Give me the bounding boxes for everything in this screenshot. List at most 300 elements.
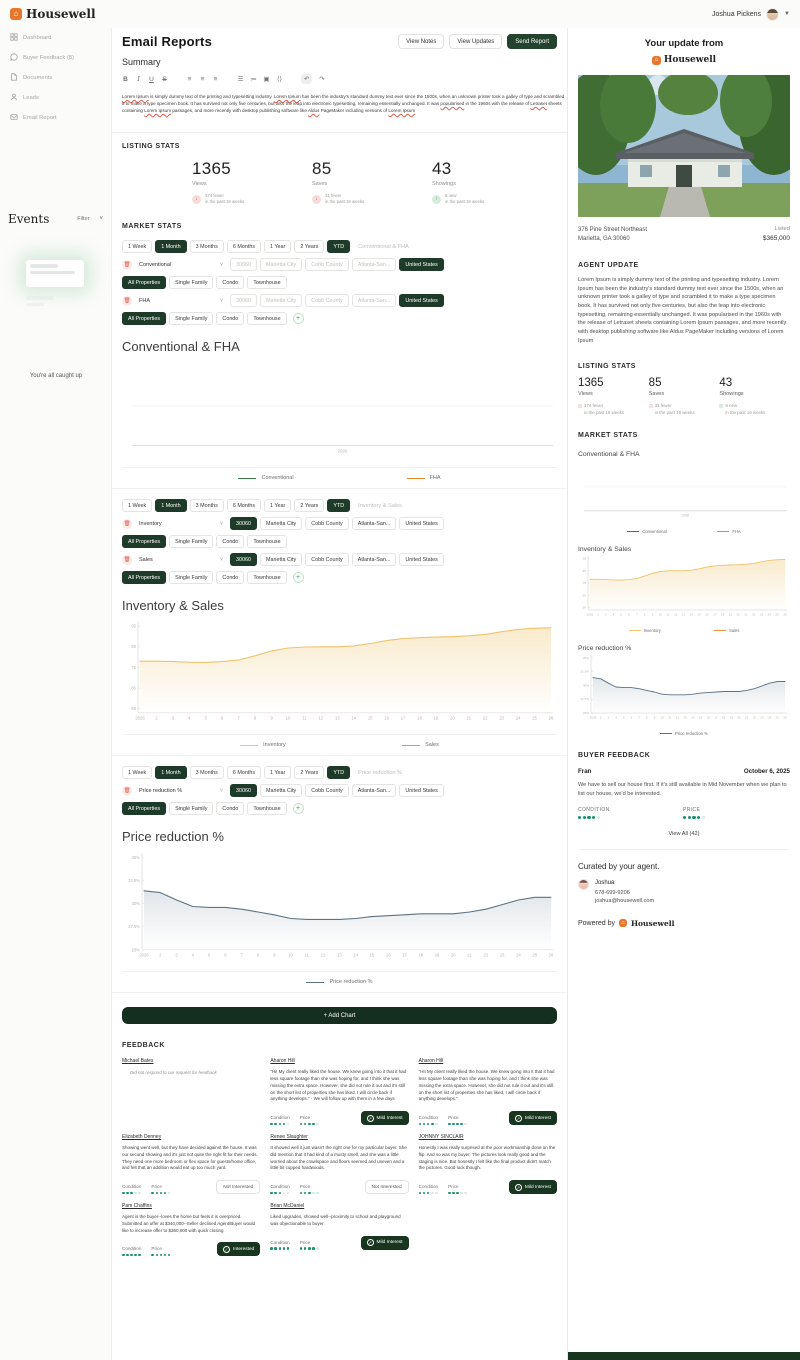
location-chip-atlanta-san-[interactable]: Atlanta-San... xyxy=(352,553,397,566)
add-chart-button[interactable]: + Add Chart xyxy=(122,1007,557,1024)
rating-dot xyxy=(435,1123,438,1126)
status-label: Mild Interest xyxy=(524,1184,551,1190)
chevron-down-icon: ˅ xyxy=(220,520,223,527)
time-tabs xyxy=(122,766,557,779)
location-chip-united-states[interactable]: United States xyxy=(399,553,443,566)
sidebar-item-documents[interactable] xyxy=(0,68,111,88)
location-chip-atlanta-san-[interactable]: Atlanta-San... xyxy=(352,784,397,797)
time-tab-6-months[interactable]: 6 Months xyxy=(227,499,261,512)
svg-text:18: 18 xyxy=(721,715,726,720)
time-tab-3-months[interactable]: 3 Months xyxy=(190,766,224,779)
interest-status-badge[interactable] xyxy=(216,1180,260,1194)
svg-text:26: 26 xyxy=(548,952,554,958)
grid-icon xyxy=(10,33,18,43)
property-chip-all-properties[interactable]: All Properties xyxy=(122,276,166,289)
sidebar-item-label: Buyer Feedback (8) xyxy=(23,55,74,61)
time-tab-1-year[interactable]: 1 Year xyxy=(264,240,291,253)
chart-plot xyxy=(122,360,557,461)
property-chip-single-family[interactable]: Single Family xyxy=(169,312,213,325)
location-chip-marietta-city[interactable]: Marietta City xyxy=(260,553,302,566)
svg-text:26: 26 xyxy=(548,715,554,721)
time-tab-ytd[interactable]: YTD xyxy=(327,766,350,779)
location-chip-cobb-county[interactable]: Cobb County xyxy=(305,784,348,797)
listing-stats-heading: LISTING STATS xyxy=(122,143,180,151)
time-tabs xyxy=(122,499,557,512)
property-chip-townhouse[interactable]: Townhouse xyxy=(247,276,286,289)
interest-status-badge[interactable] xyxy=(361,1236,409,1250)
feedback-author: Michael Bates xyxy=(122,1058,154,1065)
svg-text:22: 22 xyxy=(482,715,488,721)
editor-text-segment: PageMaker including versions of xyxy=(319,108,389,114)
skeleton-line xyxy=(30,271,75,275)
legend-swatch xyxy=(306,982,324,983)
view-all-link[interactable]: View All (42) xyxy=(668,831,700,838)
property-chip-single-family[interactable]: Single Family xyxy=(169,535,213,548)
status-label: Interested xyxy=(232,1246,255,1252)
time-tab-3-months[interactable]: 3 Months xyxy=(190,240,224,253)
price-rating xyxy=(683,807,788,819)
sidebar-nav xyxy=(0,28,111,128)
time-tab-6-months[interactable]: 6 Months xyxy=(227,240,261,253)
condition-dots xyxy=(419,1192,438,1195)
time-tab-2-years[interactable]: 2 Years xyxy=(294,766,324,779)
chevron-down-icon[interactable]: ▼ xyxy=(784,11,790,17)
feedback-card xyxy=(270,1134,408,1194)
property-filter-row xyxy=(122,571,557,584)
align-center-icon[interactable]: ≡ xyxy=(200,75,205,83)
interest-status-badge[interactable] xyxy=(217,1242,260,1256)
property-chip-townhouse[interactable]: Townhouse xyxy=(247,571,286,584)
property-chip-townhouse[interactable]: Townhouse xyxy=(247,312,286,325)
user-avatar[interactable] xyxy=(766,8,779,21)
brand-name: Housewell xyxy=(26,7,96,21)
svg-text:32.5%: 32.5% xyxy=(128,878,140,884)
market-stats-heading: MARKET STATS xyxy=(122,223,182,231)
property-chip-all-properties[interactable]: All Properties xyxy=(122,802,166,815)
rating-dot xyxy=(308,1192,311,1195)
condition-label: Condition xyxy=(270,1184,290,1190)
chart-conventional_fha xyxy=(578,458,791,520)
rating-dot xyxy=(168,1254,171,1257)
time-tab-6-months[interactable]: 6 Months xyxy=(227,766,261,779)
rating-dot xyxy=(316,1123,319,1126)
editor-textarea[interactable] xyxy=(122,93,565,114)
rating-dot xyxy=(697,816,700,819)
legend-label: FHA xyxy=(732,529,741,535)
interest-status-badge[interactable] xyxy=(365,1180,409,1194)
email-brand-name: Housewell xyxy=(663,55,717,65)
condition-dots xyxy=(270,1192,289,1195)
condition-rating xyxy=(122,1184,141,1194)
rating-dot xyxy=(688,816,691,819)
legend-swatch xyxy=(629,630,641,631)
email-stat-saves xyxy=(649,377,720,416)
location-chip-united-states[interactable]: United States xyxy=(399,784,443,797)
svg-text:5: 5 xyxy=(620,612,623,617)
svg-text:3: 3 xyxy=(175,952,178,958)
price-rating xyxy=(448,1184,467,1194)
svg-text:12: 12 xyxy=(318,715,324,721)
code-icon[interactable]: ⟨⟩ xyxy=(276,76,283,83)
svg-text:10: 10 xyxy=(288,952,293,958)
chart-price_reduction xyxy=(122,850,557,960)
sidebar-item-dashboard[interactable] xyxy=(0,28,111,48)
events-filter-dropdown[interactable] xyxy=(77,216,103,222)
email-listing-stats xyxy=(578,377,790,416)
svg-text:55: 55 xyxy=(131,706,136,712)
location-chip-cobb-county[interactable]: Cobb County xyxy=(305,553,348,566)
property-chip-single-family[interactable]: Single Family xyxy=(169,802,213,815)
svg-text:12: 12 xyxy=(320,952,326,958)
arrow-down-icon: ↓ xyxy=(192,195,201,204)
powered-brand-name: Housewell xyxy=(630,918,675,928)
svg-text:13: 13 xyxy=(334,715,340,721)
feedback-text: "Hi! My client really liked the house. We knew going into it that it had less square footage than she was hoping for, and I think she was missing the extra space. However, she did not rule it out and it's still on the short list of properties she has liked, I will circle back if anything develops." xyxy=(418,1069,555,1102)
svg-text:3: 3 xyxy=(604,612,607,617)
mini-chart-title: Conventional & FHA xyxy=(578,451,640,459)
agent-contact xyxy=(578,879,790,906)
metric-filter-row xyxy=(122,294,557,307)
italic-icon[interactable]: I xyxy=(137,75,140,83)
svg-text:4: 4 xyxy=(615,715,617,720)
svg-text:32.5%: 32.5% xyxy=(580,669,589,674)
location-chip-united-states[interactable]: United States xyxy=(399,294,443,307)
legend-label: FHA xyxy=(429,475,441,482)
rating-dot xyxy=(138,1254,141,1257)
location-chip-marietta-city[interactable]: Marietta City xyxy=(260,258,302,271)
rating-dot xyxy=(316,1192,319,1195)
rating-dot xyxy=(151,1192,154,1195)
underline-icon[interactable]: U xyxy=(149,75,154,83)
trash-icon[interactable]: 🗑 xyxy=(123,261,131,268)
rating-dot xyxy=(423,1123,426,1126)
rating-dot xyxy=(130,1254,133,1257)
redo-icon[interactable]: ↷ xyxy=(319,76,325,83)
sidebar-item-leads[interactable] xyxy=(0,88,111,108)
sidebar-item-label: Leads xyxy=(23,95,39,101)
property-chip-all-properties[interactable]: All Properties xyxy=(122,571,166,584)
feedback-card xyxy=(419,1058,557,1125)
metric-filter-row xyxy=(122,517,557,530)
email-market-stats-heading: MARKET STATS xyxy=(578,432,638,440)
arrow-icon: ↗ xyxy=(368,1115,372,1121)
condition-label: Condition xyxy=(418,1115,439,1121)
main-panel xyxy=(112,28,567,1360)
time-tab-ytd[interactable]: YTD xyxy=(327,240,350,253)
price-dots xyxy=(448,1192,467,1195)
mail-icon xyxy=(10,113,18,123)
legend-label: Conventional xyxy=(261,475,294,482)
chart-title: Inventory & Sales xyxy=(122,598,224,614)
price-label: Price xyxy=(299,1115,311,1121)
svg-text:17: 17 xyxy=(402,952,407,958)
stat-label: Showings xyxy=(432,181,456,188)
stat-value: 1365 xyxy=(578,377,604,390)
svg-text:21: 21 xyxy=(467,952,472,958)
location-chip-marietta-city[interactable]: Marietta City xyxy=(260,784,302,797)
svg-text:16: 16 xyxy=(385,952,391,958)
rating-dot xyxy=(279,1247,282,1250)
property-chip-condo[interactable]: Condo xyxy=(216,571,244,584)
interest-status-badge[interactable] xyxy=(509,1180,557,1194)
strikethrough-icon[interactable]: S xyxy=(162,75,167,83)
location-chip-atlanta-san-[interactable]: Atlanta-San... xyxy=(352,517,397,530)
svg-text:6: 6 xyxy=(628,612,630,617)
rating-dot xyxy=(156,1192,159,1195)
time-tab-ytd[interactable]: YTD xyxy=(327,499,350,512)
view-notes-button[interactable]: View Notes xyxy=(398,34,444,49)
svg-text:15: 15 xyxy=(369,952,375,958)
listed-label: Listed xyxy=(774,226,790,232)
legend-swatch xyxy=(238,478,256,479)
svg-text:25%: 25% xyxy=(131,947,140,953)
svg-text:25: 25 xyxy=(532,715,537,721)
location-chip-30060[interactable]: 30060 xyxy=(230,517,257,530)
property-chip-condo[interactable]: Condo xyxy=(216,535,244,548)
svg-text:2: 2 xyxy=(596,612,599,617)
arrow-icon: ↗ xyxy=(368,1240,372,1246)
time-tab-2-years[interactable]: 2 Years xyxy=(294,240,324,253)
add-metric-button[interactable]: + xyxy=(293,572,304,583)
stat-change-text: 374 fewer in the past 19 weeks xyxy=(205,193,245,205)
price-label: Price xyxy=(299,1184,311,1190)
stat-change xyxy=(312,193,432,205)
svg-text:65: 65 xyxy=(582,593,586,598)
trash-icon[interactable]: 🗑 xyxy=(123,520,131,527)
legend-label: Price reduction % xyxy=(675,731,708,737)
events-filter-label: Filter xyxy=(77,216,90,222)
align-right-icon[interactable]: ≡ xyxy=(213,75,218,83)
location-chip-atlanta-san-[interactable]: Atlanta-San... xyxy=(352,258,397,271)
svg-text:7: 7 xyxy=(240,952,243,958)
location-chip-cobb-county[interactable]: Cobb County xyxy=(305,517,348,530)
person-icon xyxy=(10,93,18,103)
trash-icon[interactable]: 🗑 xyxy=(123,297,131,304)
time-tab-1-month[interactable]: 1 Month xyxy=(155,499,186,512)
svg-text:20: 20 xyxy=(450,952,456,958)
rating-dot xyxy=(304,1247,307,1250)
stat-saves xyxy=(312,159,432,205)
metric-select[interactable] xyxy=(135,785,227,796)
feedback-author: Renee Slaughter xyxy=(270,1134,308,1141)
editor-text-segment: passages, and more recently with desktop publishing software like xyxy=(171,108,308,114)
svg-text:7: 7 xyxy=(638,715,640,720)
property-chip-condo[interactable]: Condo xyxy=(216,802,244,815)
svg-text:23: 23 xyxy=(760,715,764,720)
svg-text:35%: 35% xyxy=(582,656,589,661)
interest-status-badge[interactable] xyxy=(509,1111,557,1125)
chart-group-label: Conventional & FHA xyxy=(358,243,409,250)
time-tab-1-month[interactable]: 1 Month xyxy=(155,766,186,779)
price-dots xyxy=(683,816,788,819)
location-chip-marietta-city[interactable]: Marietta City xyxy=(260,294,302,307)
rating-dot xyxy=(683,816,686,819)
chevron-down-icon: ˅ xyxy=(220,297,223,304)
mini-chart-plot xyxy=(578,458,790,525)
location-chip-30060[interactable]: 30060 xyxy=(230,784,257,797)
rating-dot xyxy=(312,1123,315,1126)
svg-text:11: 11 xyxy=(304,952,309,958)
legend-label: Price reduction % xyxy=(329,979,373,986)
add-metric-button[interactable]: + xyxy=(293,803,304,814)
time-tab-1-week[interactable]: 1 Week xyxy=(122,240,152,253)
rating-dot xyxy=(270,1123,273,1126)
svg-text:17: 17 xyxy=(713,612,717,617)
mini-chart-title: Price reduction % xyxy=(578,645,632,653)
legend-item xyxy=(714,628,739,633)
time-tab-1-month[interactable]: 1 Month xyxy=(155,240,186,253)
chart-plot xyxy=(122,619,557,728)
list-numbered-icon[interactable]: ≔ xyxy=(250,76,257,83)
location-chip-marietta-city[interactable]: Marietta City xyxy=(260,517,302,530)
svg-text:95: 95 xyxy=(131,623,136,629)
location-chip-30060[interactable]: 30060 xyxy=(230,258,257,271)
metric-select[interactable] xyxy=(135,295,227,306)
condition-rating xyxy=(122,1246,141,1256)
svg-text:55: 55 xyxy=(582,605,586,610)
location-chip-cobb-county[interactable]: Cobb County xyxy=(305,258,348,271)
svg-text:22: 22 xyxy=(752,715,756,720)
location-chip-30060[interactable]: 30060 xyxy=(230,294,257,307)
property-filter-row xyxy=(122,802,557,815)
events-title: Events xyxy=(8,212,50,226)
location-chip-united-states[interactable]: United States xyxy=(399,258,443,271)
send-report-button[interactable]: Send Report xyxy=(507,34,557,49)
price-label: Price xyxy=(151,1246,162,1252)
interest-status-badge[interactable] xyxy=(361,1111,409,1125)
feedback-no-response-note: Did not respond to our request for feedback xyxy=(130,1070,217,1076)
time-tab-1-year[interactable]: 1 Year xyxy=(264,766,291,779)
condition-rating xyxy=(270,1115,289,1125)
chart-legend xyxy=(122,734,557,755)
feedback-card-footer xyxy=(270,1236,408,1250)
metric-select[interactable] xyxy=(135,259,227,270)
location-chip-atlanta-san-[interactable]: Atlanta-San... xyxy=(352,294,397,307)
property-chip-townhouse[interactable]: Townhouse xyxy=(247,802,286,815)
sidebar-item-label: Email Report xyxy=(23,115,57,121)
feedback-card xyxy=(122,1134,260,1194)
editor-toolbar xyxy=(122,74,557,84)
undo-icon[interactable]: ↶ xyxy=(301,74,312,84)
buyer-feedback-heading: BUYER FEEDBACK xyxy=(578,752,651,760)
svg-text:6: 6 xyxy=(221,715,224,721)
time-tab-1-week[interactable]: 1 Week xyxy=(122,499,152,512)
price-dots xyxy=(151,1192,170,1195)
buyer-feedback-text: We have to sell our house first. If it's still available in Mid November when we plan to list our house, we'd be interested. xyxy=(578,782,787,797)
chat-icon xyxy=(10,53,18,63)
rating-dot xyxy=(419,1123,422,1126)
house-photo-illustration xyxy=(578,75,790,217)
property-chip-all-properties[interactable]: All Properties xyxy=(122,535,166,548)
user-menu[interactable] xyxy=(712,8,790,21)
sidebar-item-buyer-feedback[interactable] xyxy=(0,48,111,68)
price-dots xyxy=(151,1254,170,1257)
legend-label: Sales xyxy=(425,742,439,749)
spellcheck-word: Lorem Ipsum xyxy=(122,94,149,99)
feedback-card-footer xyxy=(270,1180,408,1194)
list-bulleted-icon[interactable]: ☰ xyxy=(237,76,244,83)
down-indicator-icon xyxy=(578,404,582,408)
svg-text:24: 24 xyxy=(767,715,772,720)
events-empty-text: You're all caught up xyxy=(29,373,83,379)
agent-email[interactable]: joshua@housewell.com xyxy=(595,898,655,905)
location-chip-30060[interactable]: 30060 xyxy=(230,553,257,566)
property-chip-all-properties[interactable]: All Properties xyxy=(122,312,166,325)
metric-select[interactable] xyxy=(135,554,227,565)
property-chip-condo[interactable]: Condo xyxy=(216,312,244,325)
svg-text:7: 7 xyxy=(635,612,638,617)
status-label: Not Interested xyxy=(223,1184,254,1190)
property-chip-single-family[interactable]: Single Family xyxy=(169,276,213,289)
svg-text:95: 95 xyxy=(582,556,586,561)
trash-icon[interactable]: 🗑 xyxy=(123,556,131,563)
sidebar-item-email-report[interactable] xyxy=(0,108,111,128)
add-metric-button[interactable]: + xyxy=(293,313,304,324)
location-chip-united-states[interactable]: United States xyxy=(399,517,443,530)
spellcheck-word: Lorem Ipsum xyxy=(144,108,172,114)
property-chip-condo[interactable]: Condo xyxy=(216,276,244,289)
metric-select[interactable] xyxy=(135,518,227,529)
time-tab-1-year[interactable]: 1 Year xyxy=(264,499,291,512)
time-tab-1-week[interactable]: 1 Week xyxy=(122,766,152,779)
rating-dot xyxy=(304,1192,307,1195)
chart-legend xyxy=(122,971,557,992)
price-rating xyxy=(300,1115,319,1125)
email-mini-charts xyxy=(578,451,790,736)
property-chip-single-family[interactable]: Single Family xyxy=(169,571,213,584)
svg-text:25: 25 xyxy=(775,612,779,617)
price-dots xyxy=(448,1123,467,1126)
image-icon[interactable]: ▣ xyxy=(263,76,270,83)
condition-label: Condition xyxy=(122,1246,142,1252)
svg-text:75: 75 xyxy=(131,665,136,671)
svg-text:15: 15 xyxy=(697,612,701,617)
condition-dots xyxy=(419,1123,438,1126)
property-chip-townhouse[interactable]: Townhouse xyxy=(247,535,286,548)
legend-swatch xyxy=(240,745,258,746)
svg-text:21: 21 xyxy=(744,715,749,720)
align-left-icon[interactable]: ≡ xyxy=(187,75,192,83)
bold-icon[interactable]: B xyxy=(123,75,128,83)
spellcheck-word: Lorem Ipsum xyxy=(273,94,301,99)
stat-label: Views xyxy=(192,181,207,188)
time-tab-2-years[interactable]: 2 Years xyxy=(294,499,324,512)
price-dots xyxy=(300,1192,319,1195)
agent-avatar xyxy=(578,879,589,890)
location-chip-cobb-county[interactable]: Cobb County xyxy=(305,294,348,307)
feedback-card-footer xyxy=(419,1111,557,1125)
svg-text:13: 13 xyxy=(337,952,342,958)
rating-dot xyxy=(270,1247,273,1250)
svg-text:65: 65 xyxy=(131,685,136,691)
spellcheck-word: popularised xyxy=(440,101,465,107)
rating-dot xyxy=(168,1192,171,1195)
svg-text:2026: 2026 xyxy=(586,612,594,617)
view-updates-button[interactable]: View Updates xyxy=(449,34,502,49)
metric-name: FHA xyxy=(139,297,150,304)
up-indicator-icon xyxy=(719,404,723,408)
time-tab-3-months[interactable]: 3 Months xyxy=(190,499,224,512)
spellcheck-word: Letraset xyxy=(530,101,547,107)
condition-rating xyxy=(270,1184,289,1194)
svg-text:11: 11 xyxy=(302,715,307,721)
condition-rating xyxy=(578,807,683,819)
mini-chart-legend xyxy=(578,727,790,736)
svg-text:2026: 2026 xyxy=(589,715,597,720)
rating-dot xyxy=(456,1192,459,1195)
trash-icon[interactable]: 🗑 xyxy=(123,787,131,794)
rating-dot xyxy=(427,1192,430,1195)
